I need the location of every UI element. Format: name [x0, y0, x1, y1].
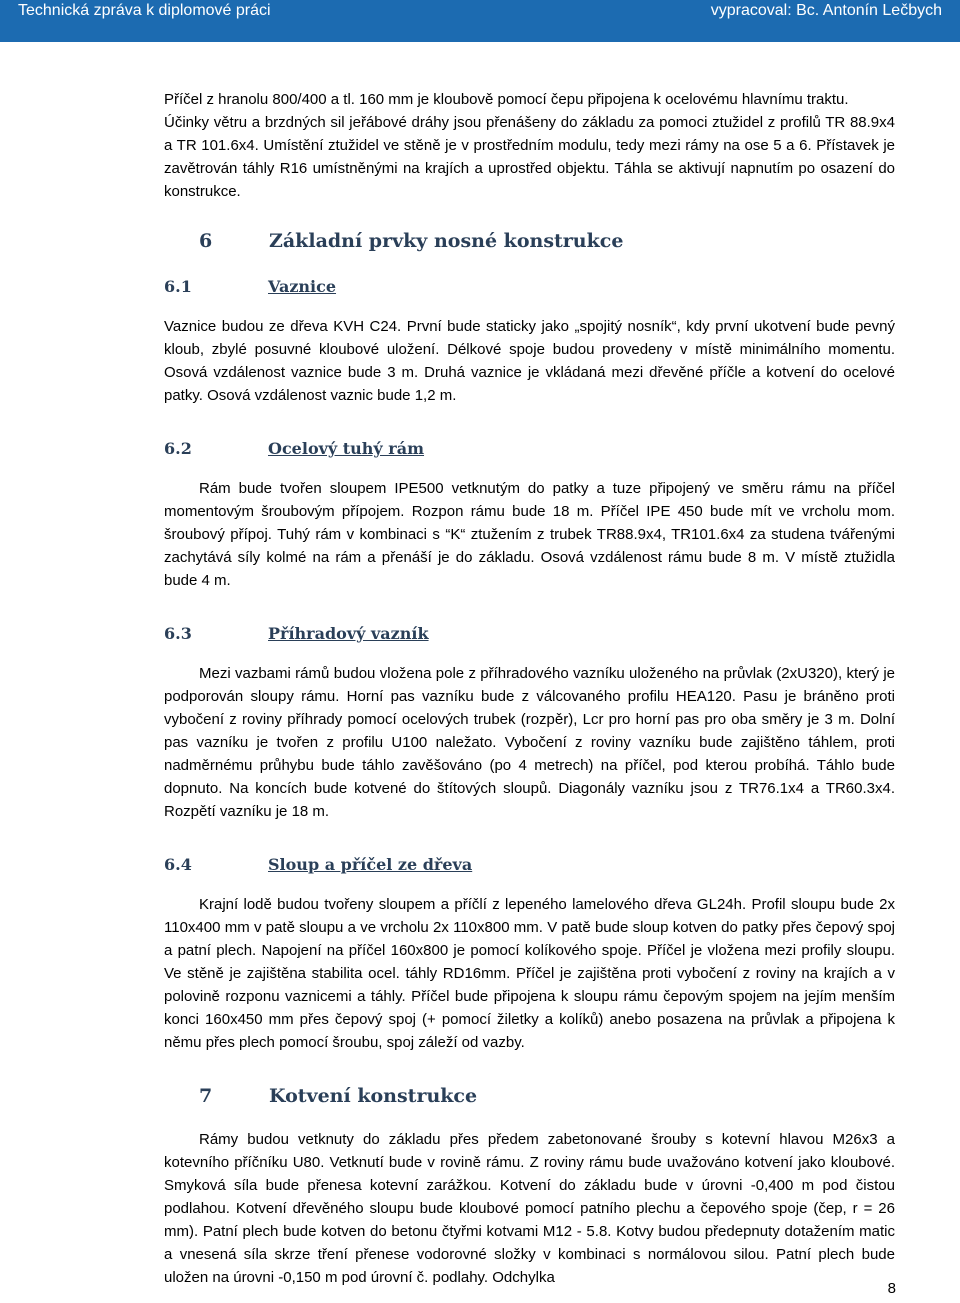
heading-number: 6.4 — [164, 855, 192, 874]
heading-number: 7 — [199, 1085, 213, 1107]
page-number: 8 — [887, 1280, 896, 1297]
heading-number: 6.3 — [164, 624, 192, 643]
paragraph-intro-2: Účinky větru a brzdných sil jeřábové dráhy jsou přenášeny do základu za pomoci ztužidel z profilů TR 88.9x4 a TR 101.6x4. Umístění ztužidel ve stěně je v prostředním modulu, tedy mezi rámy na ose 5 a 6. Přístavek je zavětrován táhly R16 umístněnými na krajích a uprostřed objektu. Táhla se aktivují napnutím po osazení do konstrukce. — [164, 114, 895, 200]
heading-section-7 — [164, 1082, 895, 1110]
heading-number: 6.2 — [164, 439, 192, 458]
header-title: Technická zpráva k diplomové práci — [18, 2, 271, 19]
heading-number: 6.1 — [164, 277, 192, 296]
heading-title: Sloup a příčel ze dřeva — [268, 855, 473, 874]
paragraph-6-2: Rám bude tvořen sloupem IPE500 vetknutým do patky a tuze připojený ve směru rámu na příčel momentovým šroubovým přípojem. Rozpon rámu bude 18 m. Příčel IPE 450 bude mít ve vrcholu mom. šroubový přípoj. Tuhý rám v kombinaci s “K“ ztužením z trubek TR88.9x4, TR101.6x4 za studena tvářenými zachytává síly kolmé na rám a přenáší je do základu. Osová vzdálenost rámu bude 8 m. V místě ztužidla bude 4 m. — [164, 480, 895, 589]
paragraph-7: Rámy budou vetknuty do základu přes předem zabetonované šrouby s kotevní hlavou M26x3 a kotevního příčníku U80. Vetknutí bude v rovině rámu. Z roviny rámu bude uvažováno kotvení jako kloubové. Smyková síla bude přenesa kotevní zarážkou. Kotvení do základu bude v úrovni -0,400 m pod čistou podlahou. Kotvení dřevěného sloupu bude kloubové pomocí patního plechu a čepového spoje (čep, r = 26 mm). Patní plech bude kotven do betonu čtyřmi kotvami M12 - 5.8. Kotvy budou předepnuty dotažením matic a vnesená síla skrze tření přenese vodorovné složky v kombinaci s normálovou silou. Patní plech bude uložen na úrovni -0,150 m pod úrovní č. podlahy. Odchylka — [164, 1131, 895, 1286]
heading-6-2 — [164, 437, 895, 461]
heading-6-4 — [164, 853, 895, 877]
heading-title: Vaznice — [268, 277, 337, 296]
heading-title: Základní prvky nosné konstrukce — [269, 230, 624, 252]
paragraph-6-4: Krajní lodě budou tvořeny sloupem a příčlí z lepeného lamelového dřeva GL24h. Profil sloupu bude 2x 110x400 mm v patě sloupu a ve vrcholu 2x 110x800 mm. V patě bude sloup kotven do patky přes čepový spoj a patní plech. Napojení na příčel 160x800 je pomocí kolíkového spoje. Příčel je vložena mezi profily sloupu. Ve stěně je zajištěna stabilita ocel. táhly RD16mm. Příčel je zajištěna proti vybočení z roviny na krajích a v polovině rozponu vaznicemi a táhly. Příčel bude připojena k sloupu rámu čepovým spojem na jejím menším konci 160x450 mm přes čepový spoj (+ pomocí žiletky a kolíků) anebo posazena na průvlak a připojena k němu přes plech pomocí šroubu, spoj záleží od vazby. — [164, 896, 895, 1051]
header-author: vypracoval: Bc. Antonín Lečbych — [710, 2, 942, 19]
heading-title: Příhradový vazník — [268, 624, 429, 643]
heading-6-1 — [164, 275, 895, 299]
heading-number: 6 — [199, 230, 213, 252]
heading-6-3 — [164, 622, 895, 646]
heading-section-6 — [164, 227, 895, 255]
document-body — [164, 88, 895, 1289]
paragraph-intro-1: Příčel z hranolu 800/400 a tl. 160 mm je kloubově pomocí čepu připojena k ocelovému hlavnímu traktu. — [164, 91, 849, 108]
paragraph-6-3: Mezi vazbami rámů budou vložena pole z příhradového vazníku uloženého na průvlak (2xU320), který je podporován sloupy rámu. Horní pas vazníku bude z válcovaného profilu HEA120. Pasu je bráněno proti vybočení z roviny příhrady pomocí ocelových trubek (rozpěr), Lcr pro horní pas pro oba směry je 3 m. Dolní pas vazníku je tvořen z profilu U100 naležato. Vybočení z roviny vazníku bude zajištěno táhlem, proti nadměrnému průhybu bude táhlo zavěšováno (po 4 metrech) na příčel, pod kterou probíhá. Táhlo bude dopnuto. Na koncích bude kotvené do štítových sloupů. Diagonály vazníku jsou z TR76.1x4 a TR60.3x4. Rozpětí vazníku je 18 m. — [164, 665, 895, 820]
heading-title: Kotvení konstrukce — [269, 1085, 478, 1107]
heading-title: Ocelový tuhý rám — [268, 439, 425, 458]
paragraph-6-1: Vaznice budou ze dřeva KVH C24. První bude staticky jako „spojitý nosník“, kdy první ukotvení bude pevný kloub, zbylé posuvné kloubové uložení. Délkové spoje budou provedeny v místě minimálního momentu. Osová vzdálenost vaznice bude 3 m. Druhá vaznice je vkládaná mezi dřevěné příčle a kotvení do ocelové patky. Osová vzdálenost vaznic bude 1,2 m. — [164, 318, 895, 404]
page-header — [0, 0, 960, 42]
